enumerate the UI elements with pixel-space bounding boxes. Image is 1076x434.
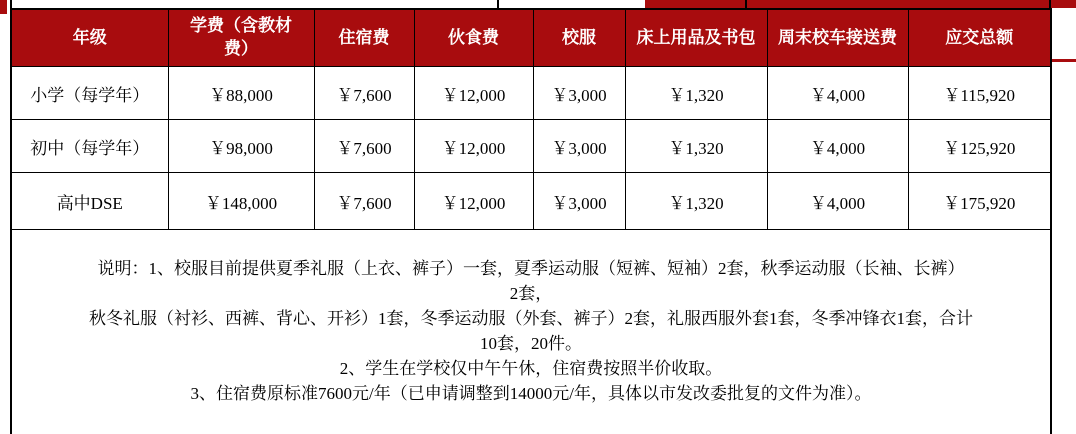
fee-cell: ￥4,000 (767, 67, 908, 120)
grade-cell: 小学（每学年） (11, 67, 168, 120)
fee-cell: ￥4,000 (767, 120, 908, 173)
notes-box (11, 230, 1051, 434)
notes-row (11, 230, 1051, 434)
note-line: 2套， (509, 284, 553, 303)
fee-cell: ￥12,000 (414, 120, 533, 173)
header-row (11, 9, 1051, 67)
red-crop-artifact-top-left (0, 0, 7, 14)
table-row-senior-dse (11, 173, 1051, 230)
note-line: 秋冬礼服（衬衫、西裤、背心、开衫）1套，冬季运动服（外套、裤子）2套，礼服西服外套1套，冬季冲锋衣1套，合计 (89, 309, 973, 328)
header-cell-meals: 伙食费 (414, 9, 533, 67)
fee-cell: ￥1,320 (625, 67, 767, 120)
table-row-junior (11, 120, 1051, 173)
total-cell: ￥115,920 (908, 67, 1051, 120)
fee-cell: ￥7,600 (314, 120, 414, 173)
fee-cell: ￥7,600 (314, 67, 414, 120)
fee-cell: ￥3,000 (533, 67, 625, 120)
note-line: 说明：1、校服目前提供夏季礼服（上衣、裤子）一套，夏季运动服（短裤、短袖）2套，秋季运动服（长袖、长裤） (97, 259, 965, 278)
fee-cell: ￥3,000 (533, 173, 625, 230)
note-line: 2、学生在学校仅中午午休，住宿费按照半价收取。 (339, 359, 723, 378)
header-cell-bedding-bag: 床上用品及书包 (625, 9, 767, 67)
red-crop-artifact-top-strip (645, 0, 1076, 8)
header-cell-accommodation: 住宿费 (314, 9, 414, 67)
fee-cell: ￥12,000 (414, 67, 533, 120)
gridline-tick (10, 0, 12, 8)
header-cell-schoolbus: 周末校车接送费 (767, 9, 908, 67)
grade-cell: 高中DSE (11, 173, 168, 230)
note-line: 10套，20件。 (480, 334, 582, 353)
fee-cell: ￥98,000 (168, 120, 314, 173)
grade-cell: 初中（每学年） (11, 120, 168, 173)
gridline-tick (497, 0, 499, 8)
total-cell: ￥125,920 (908, 120, 1051, 173)
gridline-tick (1049, 0, 1051, 8)
note-line: 3、住宿费原标准7600元/年（已申请调整到14000元/年，具体以市发改委批复的文件为准）。 (190, 384, 872, 403)
fee-cell: ￥88,000 (168, 67, 314, 120)
fee-cell: ￥12,000 (414, 173, 533, 230)
table-row-primary (11, 67, 1051, 120)
total-cell: ￥175,920 (908, 173, 1051, 230)
fee-cell: ￥3,000 (533, 120, 625, 173)
header-cell-tuition: 学费（含教材费） (168, 9, 314, 67)
red-crop-artifact-right (1052, 59, 1076, 62)
gridline-tick (745, 0, 747, 8)
fee-cell: ￥1,320 (625, 120, 767, 173)
fee-cell: ￥148,000 (168, 173, 314, 230)
header-cell-uniform: 校服 (533, 9, 625, 67)
fee-cell: ￥1,320 (625, 173, 767, 230)
fee-cell: ￥4,000 (767, 173, 908, 230)
header-cell-total: 应交总额 (908, 9, 1051, 67)
header-cell-grade: 年级 (11, 9, 168, 67)
fee-table (10, 8, 1052, 434)
fee-cell: ￥7,600 (314, 173, 414, 230)
